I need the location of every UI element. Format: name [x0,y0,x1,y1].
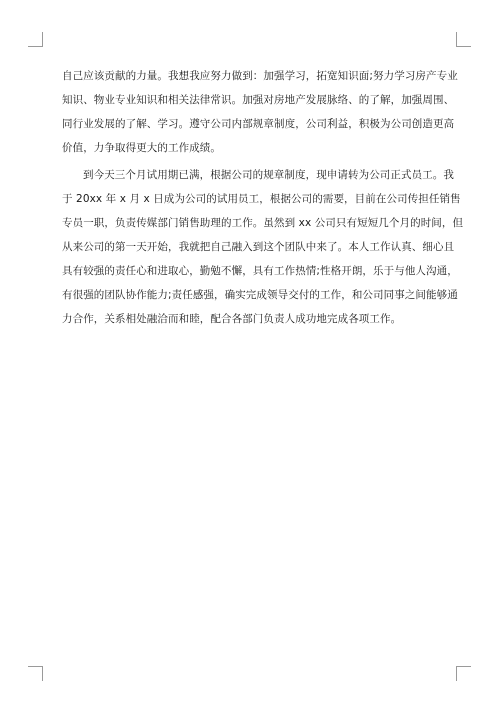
text-line: 力合作，关系相处融洽而和睦，配合各部门负责人成功地完成各项工作。 [62,313,402,325]
crop-mark-bottom-left [28,666,43,681]
text-line: 同行业发展的了解、学习。遵守公司内部规章制度，公司利益，积极为公司创造更高 [62,118,455,130]
crop-mark-top-left [28,32,43,47]
text-line: 专员一职，负责传媒部门销售助理的工作。虽然到 xx 公司只有短短几个月的时间，但 [62,217,464,229]
crop-mark-bottom-right [456,666,471,681]
paragraph-1 [62,64,458,160]
text-line: 有很强的团队协作能力;责任感强，确实完成领导交付的工作，和公司同事之间能够通 [62,289,458,301]
text-line: 到今天三个月试用期已满，根据公司的规章制度，现申请转为公司正式员工。我 [83,169,454,181]
text-line: 从来公司的第一天开始，我就把自己融入到这个团队中来了。本人工作认真、细心且 [62,241,455,253]
paragraph-2 [62,163,464,331]
text-line: 具有较强的责任心和进取心，勤勉不懈，具有工作热情;性格开朗，乐于与他人沟通， [62,265,458,277]
text-line: 价值，力争取得更大的工作成绩。 [62,142,221,154]
document-body [62,64,464,331]
text-line: 知识、物业专业知识和相关法律常识。加强对房地产发展脉络、的了解，加强周围、 [62,94,455,106]
text-line: 自己应该贡献的力量。我想我应努力做到：加强学习，拓宽知识面;努力学习房产专业 [62,70,458,82]
crop-mark-top-right [456,32,471,47]
text-line: 于 20xx 年 x 月 x 日成为公司的试用员工，根据公司的需要，目前在公司传担任销售 [62,193,461,205]
